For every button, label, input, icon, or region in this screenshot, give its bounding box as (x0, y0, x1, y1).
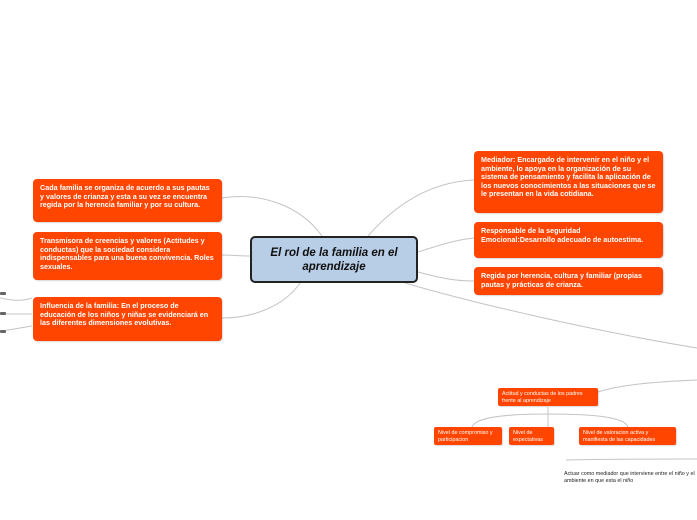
node-text: Nivel de compromiso y participacion (438, 430, 493, 443)
collapsed-branch-marker[interactable] (0, 312, 6, 315)
node-text: Nivel de expectativas (513, 430, 543, 443)
node-text: Mediador: Encargado de intervenir en el niño y el ambiente, lo apoya en la organización de su sistema de pensamiento y facilita la aplicación de los nuevos conocimientos a las situaciones que se le presentan en la vida cotidiana. (481, 155, 656, 199)
central-topic[interactable] (250, 236, 418, 283)
right-node-mediator[interactable] (474, 151, 663, 213)
right-node-emotional-security[interactable] (474, 222, 663, 258)
commitment-level-node[interactable] (434, 427, 502, 445)
valuation-level-node[interactable] (579, 427, 676, 445)
collapsed-branch-marker[interactable] (0, 292, 6, 295)
node-text: Influencia de la familia: En el proceso de educación de los niños y niñas se evidenciará en las diferentes dimensiones evolutivas. (40, 301, 209, 328)
mediator-note: Actuar como mediador que interviene entre el niño y el ambiente en que esta el niño (564, 471, 695, 484)
node-text: Cada familia se organiza de acuerdo a sus pautas y valores de crianza y esta a su vez se encuentra regida por la herencia familiar y por su cultura. (40, 183, 210, 210)
node-text: Actitud y conductas de los padres frente al aprendizaje (502, 391, 583, 404)
left-node-family-influence[interactable] (33, 297, 222, 341)
left-node-transmitter-values[interactable] (33, 232, 222, 280)
node-text: Responsable de la seguridad Emocional:Desarrollo adecuado de autoestima. (481, 226, 644, 244)
node-text: Nivel de valoracion activa y manifiesta de las capacidades (583, 430, 656, 443)
left-node-family-organization[interactable] (33, 179, 222, 222)
right-node-heritage-culture[interactable] (474, 267, 663, 295)
node-text: Regida por herencia, cultura y familiar (propias pautas y prácticas de crianza. (481, 271, 642, 289)
node-text: Transmisora de creencias y valores (Actitudes y conductas) que la sociedad considera indispensables para una buena convivencia. Roles sexuales. (40, 236, 214, 271)
collapsed-branch-marker[interactable] (0, 330, 6, 333)
parent-attitudes-node[interactable] (498, 388, 598, 406)
expectations-level-node[interactable] (509, 427, 554, 445)
central-topic-title: El rol de la familia en el aprendizaje (270, 246, 398, 273)
